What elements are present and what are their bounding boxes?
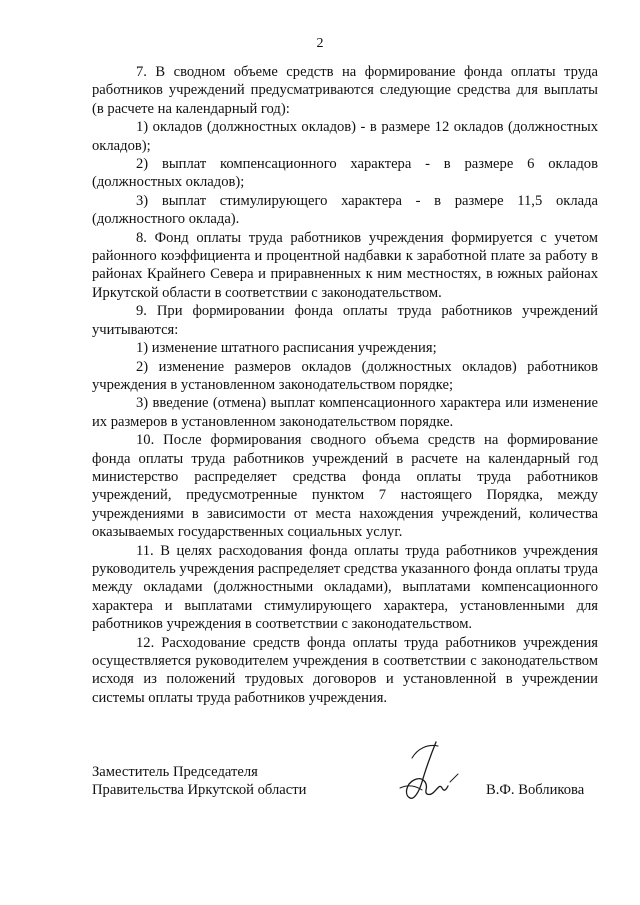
paragraph-10: 10. После формирования сводного объема средств на формирование фонда оплаты труда работников учреждений в расчете на календарный год министерство распределяет средства фонда оплаты труда работников учреждений, предусмотренные пунктом 7 настоящего Порядка, между учреждениями в зависимости от места нахождения учреждений, количества оказываемых государственных социальных услуг. xyxy=(92,432,598,541)
signatory-name: В.Ф. Вобликова xyxy=(486,782,585,798)
signatory-title xyxy=(92,763,306,800)
paragraph-9-item-2: 2) изменение размеров окладов (должностных окладов) работников учреждения в установленном законодательством порядке; xyxy=(92,358,598,393)
paragraph-12: 12. Расходование средств фонда оплаты труда работников учреждения осуществляется руководителем учреждения в соответствии с законодательством исходя из положений трудовых договоров и установленной в учреждении системы оплаты труда работников учреждения. xyxy=(92,634,598,706)
paragraph-7: 7. В сводном объеме средств на формирование фонда оплаты труда работников учреждений предусматриваются следующие средства для выплаты (в расчете на календарный год): xyxy=(92,64,598,117)
paragraph-7-item-2: 2) выплат компенсационного характера - в размере 6 окладов (должностных окладов); xyxy=(92,156,598,191)
paragraph-8: 8. Фонд оплаты труда работников учреждения формируется с учетом районного коэффициента и процентной надбавки к заработной плате за работу в районах Крайнего Севера и приравненных к ним местностях, в южных районах Иркутской области в соответствии с законодательством. xyxy=(92,229,598,301)
handwritten-signature xyxy=(392,738,464,810)
paragraph-9: 9. При формировании фонда оплаты труда работников учреждений учитываются: xyxy=(92,303,598,338)
signatory-title-line-2: Правительства Иркутской области xyxy=(92,782,307,799)
signatory-title-line-1: Заместитель Председателя xyxy=(92,764,258,780)
paragraph-11: 11. В целях расходования фонда оплаты труда работников учреждения руководитель учреждения распределяет средства указанного фонда оплаты труда между окладами (должностными окладами), выплатами компенсационного характера и выплатами стимулирующего характера, установленными для работников учреждения в соответствии с законодательством. xyxy=(92,542,598,633)
paragraph-9-item-3: 3) введение (отмена) выплат компенсационного характера или изменение их размеров в установленном законодательством порядке. xyxy=(92,395,598,430)
paragraph-7-item-3: 3) выплат стимулирующего характера - в размере 11,5 оклада (должностного оклада). xyxy=(92,192,598,228)
paragraph-9-item-1: 1) изменение штатного расписания учреждения; xyxy=(136,340,437,357)
page-number: 2 xyxy=(316,36,324,51)
document-body xyxy=(92,63,598,707)
paragraph-7-item-1: 1) окладов (должностных окладов) - в размере 12 окладов (должностных окладов); xyxy=(92,119,598,154)
